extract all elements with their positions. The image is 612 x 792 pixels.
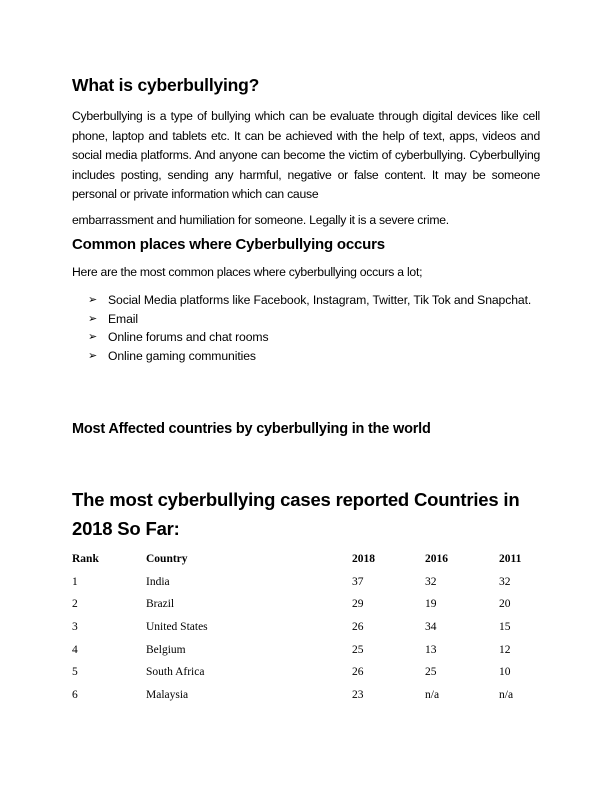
cell-2016: n/a <box>425 688 440 701</box>
cell-2018: 26 <box>352 666 364 679</box>
cell-2011: 32 <box>499 575 511 588</box>
cell-country: Malaysia <box>146 688 189 701</box>
cell-2016: 25 <box>425 666 437 679</box>
table-row <box>72 616 539 639</box>
cell-country: Brazil <box>146 598 175 611</box>
cell-2011: n/a <box>499 688 514 701</box>
cell-2018: 37 <box>352 575 364 588</box>
cell-country: India <box>146 575 170 588</box>
list-item <box>88 347 540 366</box>
cell-2011: 20 <box>499 598 511 611</box>
table-row <box>72 593 539 616</box>
cell-2018: 25 <box>352 643 364 656</box>
cell-2016: 19 <box>425 598 437 611</box>
cell-rank: 6 <box>72 688 78 701</box>
cell-country: Belgium <box>146 643 186 656</box>
table-header-row <box>72 548 539 571</box>
arrow-bullet-icon: ➢ <box>88 331 98 343</box>
cell-2018: 26 <box>352 621 364 634</box>
cell-2016: 13 <box>425 643 437 656</box>
column-header-2016: 2016 <box>425 553 448 566</box>
list-item <box>88 291 540 310</box>
cell-rank: 5 <box>72 666 78 679</box>
arrow-bullet-icon: ➢ <box>88 294 98 306</box>
cell-2011: 12 <box>499 643 511 656</box>
cell-2016: 32 <box>425 575 437 588</box>
cell-country: South Africa <box>146 666 205 679</box>
list-item <box>88 310 540 329</box>
column-header-country: Country <box>146 553 188 566</box>
definition-paragraph-text: Cyberbullying is a type of bullying which can be evaluate through digital devices like cell phone, laptop and tablets etc. It can be achieved with the help of text, apps, videos and social media platforms. And anyone can become the victim of cyberbullying. Cyberbullying includes posting, sending any harmful, negative or false content. It may be someone personal or private information which can cause <box>72 109 540 201</box>
list-item-label: Social Media platforms like Facebook, Instagram, Twitter, Tik Tok and Snapchat. <box>108 293 532 307</box>
common-places-list <box>88 291 540 365</box>
arrow-bullet-icon: ➢ <box>88 312 98 325</box>
arrow-bullet-icon: ➢ <box>88 349 98 362</box>
column-header-2018: 2018 <box>352 553 375 566</box>
cell-rank: 2 <box>72 598 78 611</box>
heading-cases-reported-2018: The most cyberbullying cases reported Countries in 2018 So Far: <box>72 489 520 539</box>
cell-2018: 29 <box>352 598 364 611</box>
table-row <box>72 661 539 684</box>
heading-most-affected-countries: Most Affected countries by cyberbullying in the world <box>72 421 431 437</box>
common-places-intro: Here are the most common places where cyberbullying occurs a lot; <box>72 265 423 279</box>
cell-rank: 1 <box>72 575 78 588</box>
table-row <box>72 571 539 594</box>
cell-rank: 4 <box>72 643 78 656</box>
cell-2011: 10 <box>499 666 511 679</box>
list-item-label: Online forums and chat rooms <box>108 330 269 344</box>
heading-what-is-cyberbullying: What is cyberbullying? <box>72 75 260 95</box>
cell-2011: 15 <box>499 621 511 634</box>
definition-paragraph-last-line: embarrassment and humiliation for someone. Legally it is a severe crime. <box>72 212 449 227</box>
list-item-label: Email <box>108 311 138 326</box>
table-row <box>72 684 539 707</box>
cell-2018: 23 <box>352 688 364 701</box>
definition-paragraph <box>72 107 540 230</box>
cell-country: United States <box>146 621 208 634</box>
cell-rank: 3 <box>72 621 78 634</box>
list-item-label: Online gaming communities <box>108 348 256 363</box>
column-header-2011: 2011 <box>499 553 522 566</box>
countries-table <box>72 548 539 706</box>
table-row <box>72 638 539 661</box>
heading-common-places: Common places where Cyberbullying occurs <box>72 236 385 253</box>
list-item <box>88 328 540 347</box>
cell-2016: 34 <box>425 621 437 634</box>
column-header-rank: Rank <box>72 553 99 566</box>
